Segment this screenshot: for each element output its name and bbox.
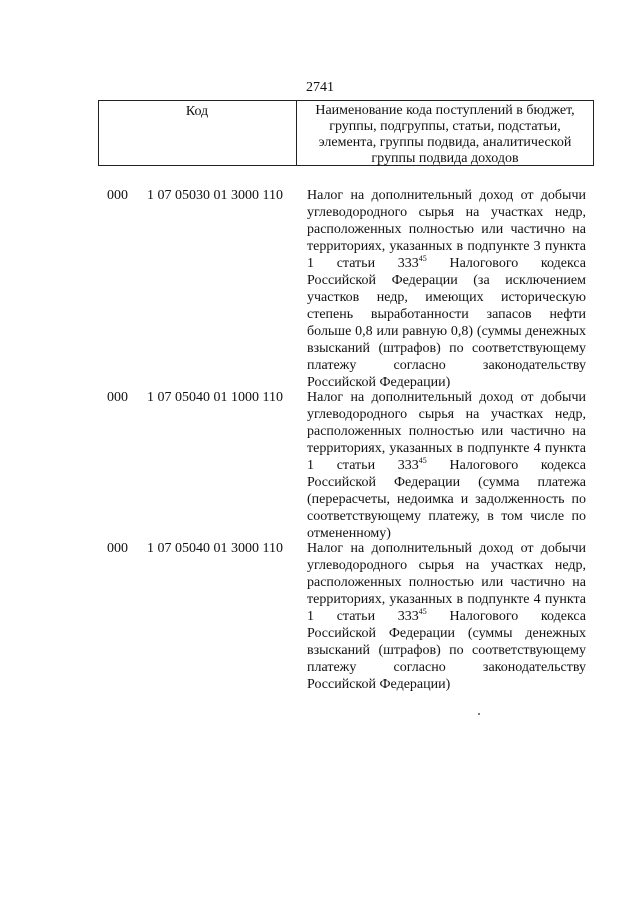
description-line: территориях, указанных в подпункте 3 пункта <box>307 239 586 254</box>
article-superscript: 45 <box>418 254 427 263</box>
table-border-right <box>593 101 594 165</box>
column-header-code: Код <box>185 104 209 119</box>
description-line: Налог на дополнительный доход от добычи <box>307 390 586 405</box>
description-line: участков недр, имеющих историческую <box>307 290 586 305</box>
description-line: взысканий (штрафов) по соответствующему <box>307 643 586 658</box>
description-line: углеводородного сырья на участках недр, <box>307 407 586 422</box>
description-line: Российской Федерации (сумма платежа <box>307 475 586 490</box>
description-line: платежу согласно законодательству <box>307 660 586 675</box>
description-line-article <box>307 608 586 625</box>
article-tail: Налогового кодекса <box>449 256 587 271</box>
article-superscript: 45 <box>418 456 427 465</box>
description-line: Налог на дополнительный доход от добычи <box>307 188 586 203</box>
description-line: степень выработанности запасов нефти <box>307 307 586 322</box>
description-line: Российской Федерации) <box>307 677 451 692</box>
description-line-article <box>307 255 586 272</box>
description-line: территориях, указанных в подпункте 4 пункта <box>307 592 586 607</box>
description-line: Российской Федерации (суммы денежных <box>307 626 586 641</box>
scan-speck <box>478 713 480 715</box>
description-line: взысканий (штрафов) по соответствующему <box>307 341 586 356</box>
article-ref: 1 статьи $333^{45}$ <box>307 607 427 624</box>
income-description <box>307 389 586 542</box>
column-header-name <box>297 103 593 167</box>
description-line-article <box>307 457 586 474</box>
description-line: углеводородного сырья на участках недр, <box>307 558 586 573</box>
table-header <box>98 100 594 166</box>
budget-code: 1 07 05040 01 1000 110 <box>147 390 283 405</box>
description-line: отмененному) <box>307 526 391 541</box>
description-line: расположенных полностью или частично на <box>307 222 586 237</box>
column-header-name-line: Наименование кода поступлений в бюджет, <box>315 103 575 118</box>
description-line: соответствующему платежу, в том числе по <box>307 509 586 524</box>
admin-code: 000 <box>107 541 128 556</box>
article-tail: Налогового кодекса <box>449 458 587 473</box>
description-line: территориях, указанных в подпункте 4 пункта <box>307 441 586 456</box>
description-line: (перерасчеты, недоимка и задолженность по <box>307 492 586 507</box>
article-ref: 1 статьи $333^{45}$ <box>307 456 427 473</box>
description-line: Российской Федерации (за исключением <box>307 273 586 288</box>
budget-code: 1 07 05040 01 3000 110 <box>147 541 283 556</box>
admin-code: 000 <box>107 188 128 203</box>
description-line: больше 0,8 или равную 0,8) (суммы денежных <box>307 324 586 339</box>
admin-code: 000 <box>107 390 128 405</box>
description-line: углеводородного сырья на участках недр, <box>307 205 586 220</box>
description-line: расположенных полностью или частично на <box>307 424 586 439</box>
income-description <box>307 540 586 693</box>
column-header-name-line: элемента, группы подвида, аналитической <box>318 135 572 150</box>
article-tail: Налогового кодекса <box>449 609 587 624</box>
income-description <box>307 187 586 391</box>
description-line: Налог на дополнительный доход от добычи <box>307 541 586 556</box>
description-line: платежу согласно законодательству <box>307 358 586 373</box>
article-ref: 1 статьи $333^{45}$ <box>307 254 427 271</box>
budget-code: 1 07 05030 01 3000 110 <box>147 188 283 203</box>
page-number: 2741 <box>306 80 334 95</box>
column-header-name-line: группы подвида доходов <box>371 151 519 166</box>
article-superscript: 45 <box>418 607 427 616</box>
description-line: расположенных полностью или частично на <box>307 575 586 590</box>
description-line: Российской Федерации) <box>307 375 451 390</box>
column-header-name-line: группы, подгруппы, статьи, подстатьи, <box>329 119 561 134</box>
